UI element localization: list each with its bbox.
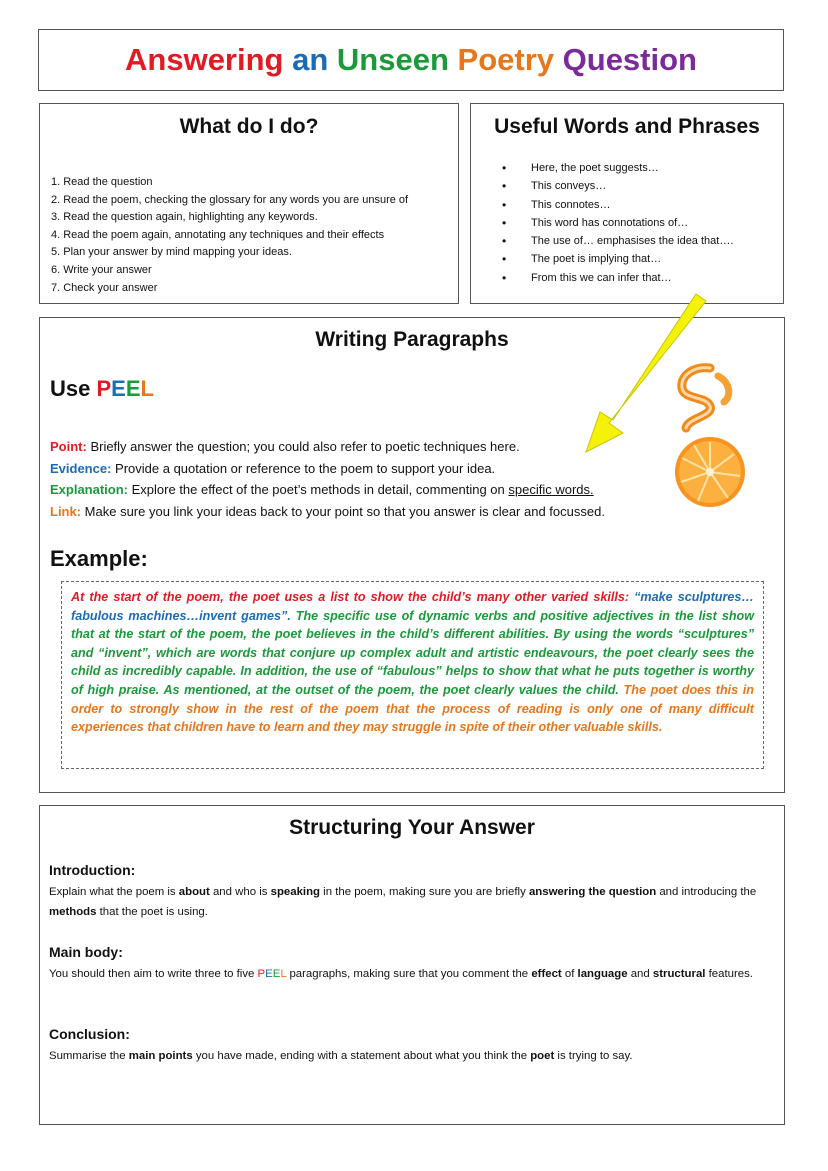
- bold-run: poet: [530, 1050, 555, 1062]
- bold-run: main points: [128, 1050, 193, 1062]
- phrases-list: [502, 159, 733, 287]
- main-body-text: [49, 965, 769, 985]
- peel-link-row: [50, 501, 690, 523]
- introduction-text: [49, 883, 769, 922]
- title-word-an: an: [292, 42, 329, 77]
- example-link: The poet does this in order to strongly show in the rest of the poem that the process of reading is only one of many difficult experiences that children have to learn and they may struggle in spite of their other valuable skills.: [71, 682, 754, 735]
- example-explanation: The specific use of dynamic verbs and positive adjectives in the list show that at the start of the poem, the poet believes in the child’s different abilities. By using the words “sculptures” and “invent”, which are words that conjure up complex adult and artistic endeavours, the poet clearly sees the child as incredibly capable. In addition, the use of “fabulous” helps to show that what he puts together is worthy of high praise. As mentioned, at the outset of the poem, the poet clearly values the child.: [71, 608, 755, 697]
- link-text: Make sure you link your ideas back to your point so that you answer is clear and focussed.: [81, 504, 605, 520]
- conclusion-text: [49, 1047, 769, 1067]
- point-label: Point:: [50, 439, 87, 454]
- step-item: 6. Write your answer: [51, 263, 152, 276]
- phrase-item: • From this we can infer that…: [502, 269, 733, 287]
- bold-run: language: [577, 968, 628, 980]
- explanation-underlined: specific words.: [508, 482, 594, 498]
- link-label: Link:: [50, 504, 82, 520]
- title-word-unseen: Unseen: [336, 42, 449, 77]
- peel-letter-e: E: [265, 968, 273, 980]
- peel-letter-l: L: [280, 968, 287, 980]
- text-run: Summarise the: [49, 1050, 129, 1062]
- text-run: You should then aim to write three to five: [49, 968, 258, 980]
- use-peel-heading: [50, 376, 154, 402]
- peel-letter-p: P: [257, 968, 266, 980]
- what-do-i-do-box: [39, 103, 459, 304]
- title-box: [38, 29, 784, 91]
- useful-phrases-box: [470, 103, 784, 304]
- peel-explanation-row: [50, 479, 690, 501]
- phrase-item: • This word has connotations of…: [502, 214, 733, 232]
- structuring-heading: Structuring Your Answer: [289, 816, 535, 839]
- steps-list: [51, 174, 408, 297]
- bold-run: effect: [531, 968, 562, 980]
- step-item: 5. Plan your answer by mind mapping your ideas.: [51, 246, 292, 259]
- explanation-text: Explore the effect of the poet’s methods in detail, commenting on: [128, 482, 509, 498]
- what-do-i-do-heading: What do I do?: [179, 115, 319, 138]
- example-point: At the start of the poem, the poet uses a list to show the child’s many other varied skills:: [71, 590, 635, 604]
- evidence-text: Provide a quotation or reference to the poem to support your idea.: [111, 460, 496, 476]
- main-body-title: Main body:: [49, 944, 123, 960]
- step-item: 1. Read the question: [51, 176, 153, 188]
- peel-letter-e: E: [272, 968, 281, 980]
- useful-phrases-heading: Useful Words and Phrases: [494, 115, 760, 138]
- explanation-label: Explanation:: [50, 482, 129, 498]
- conclusion-title: Conclusion:: [49, 1026, 130, 1042]
- example-evidence: “make sculptures…fabulous machines…invent games”.: [71, 590, 754, 623]
- peel-letter-l: L: [140, 376, 154, 401]
- phrase-item: • Here, the poet suggests…: [502, 159, 733, 177]
- bold-run: structural: [652, 968, 706, 980]
- peel-letter-e: E: [111, 376, 126, 401]
- phrase-item: • This connotes…: [502, 196, 733, 214]
- step-item: 7. Check your answer: [51, 281, 158, 294]
- text-run: and: [627, 968, 653, 980]
- text-run: in the poem, making sure you are briefly: [320, 886, 529, 898]
- title-word-question: Question: [562, 42, 697, 77]
- example-box: [61, 581, 764, 769]
- bold-run: methods: [49, 905, 97, 918]
- bold-run: speaking: [270, 886, 320, 898]
- text-run: and introducing the: [656, 886, 757, 898]
- introduction-title: Introduction:: [49, 862, 136, 878]
- title-word-poetry: Poetry: [457, 42, 555, 77]
- text-run: of: [561, 968, 578, 980]
- writing-paragraphs-heading: Writing Paragraphs: [315, 328, 509, 351]
- text-run: that the poet is using.: [96, 905, 208, 918]
- text-run: paragraphs, making sure that you comment the: [286, 968, 532, 980]
- text-run: is trying to say.: [554, 1050, 633, 1062]
- orange-peel-icon: [658, 362, 758, 510]
- phrase-item: • The use of… emphasises the idea that….: [502, 232, 733, 250]
- step-item: 2. Read the poem, checking the glossary for any words you are unsure of: [51, 193, 409, 206]
- step-item: 4. Read the poem again, annotating any techniques and their effects: [51, 228, 385, 241]
- bold-run: about: [178, 886, 210, 898]
- text-run: and who is: [209, 886, 271, 898]
- phrase-item: • This conveys…: [502, 177, 733, 195]
- evidence-label: Evidence:: [50, 460, 112, 476]
- example-heading: Example:: [50, 546, 148, 571]
- bold-run: answering the question: [528, 886, 657, 898]
- use-label: Use: [50, 376, 97, 401]
- phrase-item: • The poet is implying that…: [502, 250, 733, 268]
- point-text: Briefly answer the question; you could also refer to poetic techniques here.: [86, 439, 520, 454]
- example-paragraph: [71, 588, 754, 737]
- peel-letter-e: E: [125, 376, 141, 401]
- text-run: you have made, ending with a statement about what you think the: [192, 1050, 531, 1062]
- structuring-answer-box: [39, 805, 785, 1125]
- text-run: features.: [705, 968, 753, 980]
- step-item: 3. Read the question again, highlighting any keywords.: [51, 211, 318, 224]
- title-word-answering: Answering: [125, 42, 284, 77]
- text-run: Explain what the poem is: [49, 886, 179, 898]
- page-title: [39, 30, 783, 90]
- peel-letter-p: P: [96, 376, 112, 401]
